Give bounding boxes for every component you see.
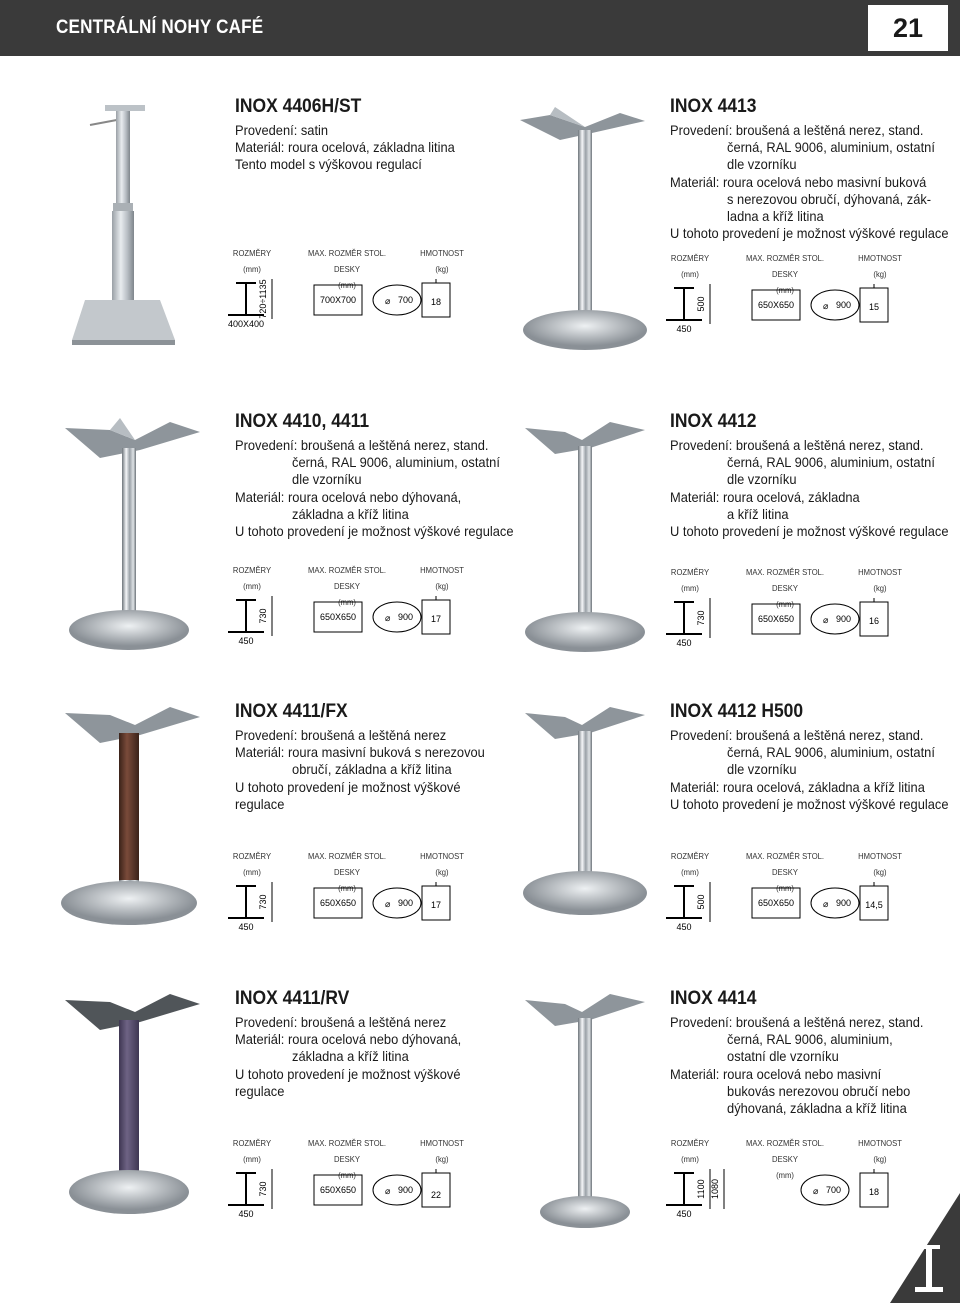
product-title: INOX 4411/RV (235, 988, 350, 1009)
svg-text:450: 450 (238, 1209, 254, 1219)
product-inox-4412: INOX 4412 Provedení: broušená a leštěná nerez, stand. černá, RAL 9006, aluminium, ostatní dle vzorníku Materiál: roura ocelová, základna a kříž litina U tohoto provedení je možnost výškové regulace (510, 410, 960, 690)
svg-text:450: 450 (238, 922, 254, 932)
spec-line: Materiál: roura ocelová, základna litina (235, 139, 455, 156)
dimension-diagram (222, 592, 482, 652)
svg-text:⌀: ⌀ (385, 296, 391, 306)
svg-text:450: 450 (676, 922, 692, 932)
svg-text:650X650: 650X650 (757, 300, 795, 310)
dimension-diagram (222, 275, 482, 335)
svg-text:450: 450 (238, 636, 254, 646)
svg-text:900: 900 (836, 614, 852, 624)
product-inox-4414: INOX 4414 Provedení: broušená a leštěná nerez, stand. černá, RAL 9006, aluminium, ostatní dle vzorníku Materiál: roura ocelová nebo masivní bukovás nerezovou obručí nebo dýhovaná, základna a kříž litina (510, 982, 960, 1262)
svg-text:⌀: ⌀ (823, 615, 829, 625)
svg-text:650X650: 650X650 (757, 614, 795, 624)
height-value: 720÷1135 (258, 279, 268, 319)
svg-text:500: 500 (696, 296, 706, 312)
section-title: CENTRÁLNÍ NOHY CAFÉ (56, 17, 264, 38)
svg-text:730: 730 (258, 608, 268, 624)
svg-text:1100: 1100 (696, 1179, 706, 1199)
svg-text:900: 900 (398, 1185, 414, 1195)
spec-table: ROZMĚRY (mm) MAX. ROZMĚR STOL. DESKY (mm) HMOTNOST (kg) 1100 1080 450 ⌀ 700 18 (660, 1135, 950, 1225)
svg-text:730: 730 (696, 610, 706, 626)
svg-text:450: 450 (676, 638, 692, 648)
product-title: INOX 4410, 4411 (235, 411, 370, 432)
product-title: INOX 4412 (670, 411, 757, 432)
svg-text:730: 730 (258, 1181, 268, 1197)
svg-text:1080: 1080 (710, 1178, 720, 1200)
page-header (0, 0, 960, 56)
svg-text:15: 15 (868, 302, 880, 312)
product-title: INOX 4414 (670, 988, 757, 1009)
spec-table: ROZMĚRY (mm) MAX. ROZMĚR STOL. DESKY (mm) HMOTNOST (kg) 730 450 650X650 ⌀ 900 17 (222, 562, 512, 652)
dimension-diagram (660, 594, 920, 654)
product-inox-4413: INOX 4413 Provedení: broušená a leštěná nerez, stand. černá, RAL 9006, aluminium, ostatní dle vzorníku Materiál: roura ocelová nebo masivní buková s nerezovou obručí, dýhovaná, zák- ladna a kříž litina U tohoto provedení je možnost výškové regulace (510, 95, 960, 375)
spec-table: ROZMĚRY (mm) MAX. ROZMĚR STOL. DESKY (mm) HMOTNOST (kg) 720÷1135 400X400 700X700 ⌀ 700 18 (222, 245, 512, 335)
product-title: INOX 4406H/ST (235, 96, 362, 117)
product-title: INOX 4413 (670, 96, 757, 117)
product-inox-4411-fx: INOX 4411/FX Provedení: broušená a leštěná nerez Materiál: roura masivní buková s nerezovou obručí, základna a kříž litina U tohoto provedení je možnost výškové regulace (40, 695, 510, 975)
product-photo (510, 982, 660, 1232)
dimension-diagram (660, 878, 920, 938)
spec-table: ROZMĚRY (mm) MAX. ROZMĚR STOL. DESKY (mm) HMOTNOST (kg) 500 450 650X650 ⌀ 900 14,5 (660, 848, 950, 938)
product-photo (40, 410, 220, 655)
product-title: INOX 4412 H500 (670, 701, 804, 722)
product-inox-4411-rv: INOX 4411/RV Provedení: broušená a leštěná nerez Materiál: roura ocelová nebo dýhovaná, základna a kříž litina U tohoto provedení je možnost výškové regulace (40, 982, 510, 1262)
svg-text:650X650: 650X650 (319, 612, 357, 622)
round-top-value: 700 (398, 295, 414, 305)
dimension-diagram (222, 878, 482, 938)
product-photo (510, 695, 660, 945)
spec-table: ROZMĚRY (mm) MAX. ROZMĚR STOL. DESKY (mm) HMOTNOST (kg) 730 450 650X650 ⌀ 900 16 (660, 564, 950, 654)
svg-text:700: 700 (826, 1185, 842, 1195)
corner-table-icon (890, 1193, 960, 1303)
svg-text:22: 22 (430, 1190, 442, 1200)
svg-text:⌀: ⌀ (823, 301, 829, 311)
svg-text:900: 900 (398, 612, 414, 622)
svg-text:650X650: 650X650 (319, 1185, 357, 1195)
svg-text:900: 900 (836, 300, 852, 310)
product-inox-4410-4411: INOX 4410, 4411 Provedení: broušená a leštěná nerez, stand. černá, RAL 9006, aluminium, ostatní dle vzorníku Materiál: roura ocelová nebo dýhovaná, základna a kříž litina U tohoto provedení je možnost výškové regulace (40, 410, 510, 690)
spec-table: ROZMĚRY (mm) MAX. ROZMĚR STOL. DESKY (mm) HMOTNOST (kg) 500 450 650X650 ⌀ 900 15 (660, 250, 950, 340)
product-inox-4412-h500: INOX 4412 H500 Provedení: broušená a leštěná nerez, stand. černá, RAL 9006, aluminium, ostatní dle vzorníku Materiál: roura ocelová, základna a kříž litina U tohoto provedení je možnost výškové regulace (510, 695, 960, 975)
svg-text:⌀: ⌀ (385, 1186, 391, 1196)
spec-line: Tento model s výškovou regulací (235, 156, 422, 173)
svg-text:500: 500 (696, 894, 706, 910)
dimension-diagram (660, 1165, 920, 1225)
svg-text:⌀: ⌀ (823, 899, 829, 909)
product-photo (510, 410, 660, 655)
spec-table: ROZMĚRY (mm) MAX. ROZMĚR STOL. DESKY (mm) HMOTNOST (kg) 730 450 650X650 ⌀ 900 17 (222, 848, 512, 938)
svg-text:450: 450 (676, 324, 692, 334)
svg-text:18: 18 (868, 1187, 880, 1197)
square-top-value: 700X700 (319, 295, 357, 305)
svg-text:⌀: ⌀ (385, 899, 391, 909)
product-photo (40, 95, 190, 355)
spec-table: ROZMĚRY (mm) MAX. ROZMĚR STOL. DESKY (mm) HMOTNOST (kg) 730 450 650X650 ⌀ 900 22 (222, 1135, 512, 1225)
product-photo (510, 95, 660, 355)
svg-text:17: 17 (430, 614, 442, 624)
svg-text:17: 17 (430, 900, 442, 910)
svg-text:730: 730 (258, 894, 268, 910)
svg-text:⌀: ⌀ (813, 1186, 819, 1196)
weight-value: 18 (430, 297, 442, 307)
product-title: INOX 4411/FX (235, 701, 348, 722)
page-number: 21 (868, 5, 948, 51)
svg-text:14,5: 14,5 (865, 900, 883, 910)
svg-text:16: 16 (868, 616, 880, 626)
base-value: 400X400 (227, 319, 265, 329)
svg-text:650X650: 650X650 (757, 898, 795, 908)
svg-text:650X650: 650X650 (319, 898, 357, 908)
svg-text:900: 900 (398, 898, 414, 908)
product-photo (40, 982, 220, 1232)
svg-text:900: 900 (836, 898, 852, 908)
spec-line: Provedení: satin (235, 122, 329, 138)
product-photo (40, 695, 220, 945)
dimension-diagram (660, 280, 920, 340)
svg-text:450: 450 (676, 1209, 692, 1219)
svg-text:⌀: ⌀ (385, 613, 391, 623)
dimension-diagram (222, 1165, 482, 1225)
